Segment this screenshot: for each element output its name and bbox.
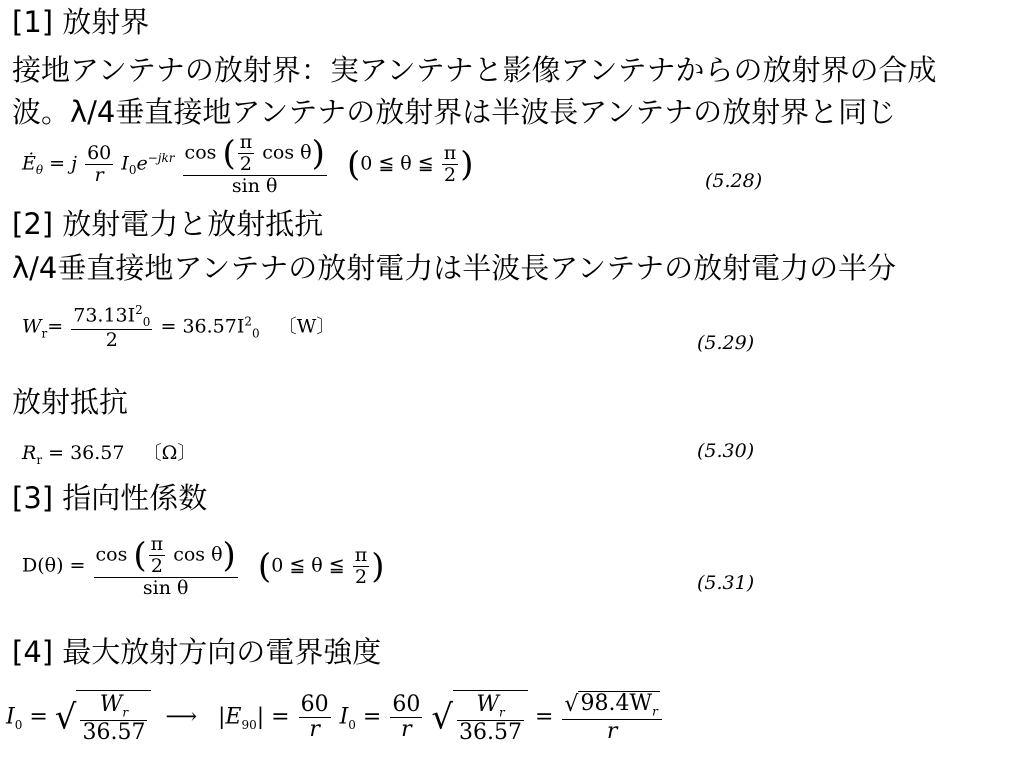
- equation-number-5-28: (5.28): [705, 170, 763, 192]
- heading-directivity: [3] 指向性係数: [12, 481, 208, 515]
- equation-number-5-29: (5.29): [697, 332, 755, 354]
- equation-5-30: $R_r = 36.57$ 〔Ω〕: [22, 442, 197, 467]
- equation-number-5-30: (5.30): [697, 440, 755, 462]
- equation-number-5-31: (5.31): [697, 572, 755, 594]
- equation-5-29: $W_r=$ $\frac{73.13I^2_0}{2}$ = $36.57I^2_0$ 〔W〕: [22, 303, 336, 352]
- equation-max-field: $I_0$ = √ $\frac{W_r}{36.57}$ ⟶ $|E_{90}|$ = $\frac{60}{r}$ $I_0$ = $\frac{60}{r}$ √ $\frac{W_r}{36.57}$ = $\frac{√98.4W_r}{r}$: [6, 690, 664, 745]
- heading-radiation-resistance: 放射抵抗: [12, 385, 129, 419]
- heading-radiation-field: [1] 放射界: [12, 5, 150, 39]
- equation-5-31: D(θ) = cos ( $\frac{\pi}{2}$ cos θ) sin θ (0 ≦ θ ≦ $\frac{\pi}{2}$ ): [22, 533, 385, 599]
- heading-max-field: [4] 最大放射方向の電界強度: [12, 635, 382, 669]
- paragraph-line-2: 波。λ/4垂直接地アンテナの放射界は半波長アンテナの放射界と同じ: [12, 95, 897, 129]
- equation-5-28: $Ė_\theta = j$ $\frac{60}{r}$ $I_0e^{-jkr}$ cos ( $\frac{\pi}{2}$ cos θ) sin θ (0 ≦ θ ≦ $\frac{\pi}{2}$ ): [22, 131, 474, 197]
- paragraph-line-1: 接地アンテナの放射界：実アンテナと影像アンテナからの放射界の合成: [12, 53, 937, 87]
- heading-power-resistance: [2] 放射電力と放射抵抗: [12, 207, 324, 241]
- paragraph-power: λ/4垂直接地アンテナの放射電力は半波長アンテナの放射電力の半分: [12, 251, 897, 285]
